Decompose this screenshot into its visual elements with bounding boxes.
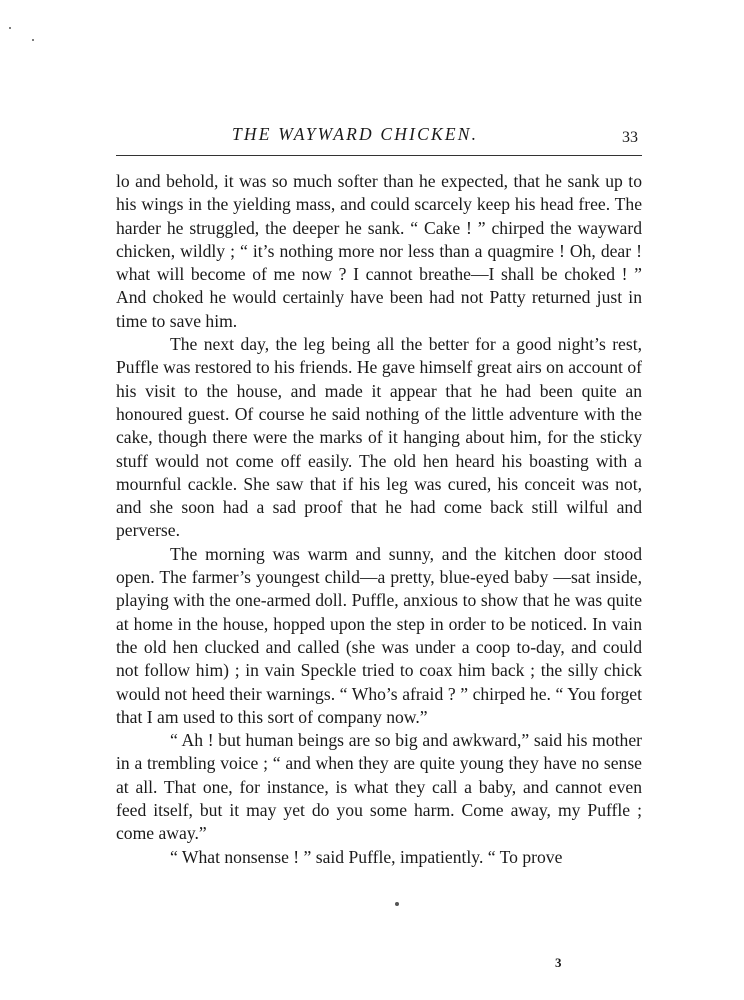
paragraph: The next day, the leg being all the better for a good night’s rest, Puffle was restored to his friends. He gave himself great airs on account of his visit to the house, and made it appear that he had been quite an honoured guest. Of course he said nothing of the little adventure with the cake, though there were the marks of it hanging about him, for the sticky stuff would not come off easily. The old hen heard his boasting with a mournful cackle. She saw that if his leg was cured, his conceit was not, and she soon had a sad proof that he had come back still wilful and perverse. xyxy=(116,334,642,541)
page-number: 33 xyxy=(622,129,638,146)
paragraph: “ Ah ! but human beings are so big and awkward,” said his mother in a trembling voice ; “ and when they are quite young they have no sense at all. That one, for instance, is what they call a baby, and cannot even feed itself, but it may yet do you some harm. Come away, my Puffle ; come away.” xyxy=(116,730,642,844)
running-title: THE WAYWARD CHICKEN. xyxy=(232,124,479,144)
running-head xyxy=(0,124,744,154)
header-rule xyxy=(116,155,642,156)
paragraph: lo and behold, it was so much softer than he expected, that he sank up to his wings in the yielding mass, and could scarcely keep his head free. The harder he struggled, the deeper he sank. “ Cake ! ” chirped the wayward chicken, wildly ; “ it’s nothing more nor less than a quagmire ! Oh, dear ! what will become of me now ? I cannot breathe—I shall be choked ! ” And choked he would certainly have been had not Patty returned just in time to save him. xyxy=(116,171,642,331)
paragraph: The morning was warm and sunny, and the kitchen door stood open. The farmer’s youngest child—a pretty, blue-eyed baby —sat inside, playing with the one-armed doll. Puffle, anxious to show that he was quite at home in the house, hopped upon the step in order to be noticed. In vain the old hen clucked and called (she was under a coop to-day, and could not follow him) ; in vain Speckle tried to coax him back ; the silly chick would not heed their warnings. “ Who’s afraid ? ” chirped he. “ You forget that I am used to this sort of company now.” xyxy=(116,543,642,727)
signature-mark: 3 xyxy=(555,955,562,970)
body-text xyxy=(116,170,642,869)
ink-speck xyxy=(395,902,399,906)
ink-speck xyxy=(9,27,11,29)
ink-speck xyxy=(32,39,34,41)
paragraph: “ What nonsense ! ” said Puffle, impatiently. “ To prove xyxy=(170,846,563,867)
